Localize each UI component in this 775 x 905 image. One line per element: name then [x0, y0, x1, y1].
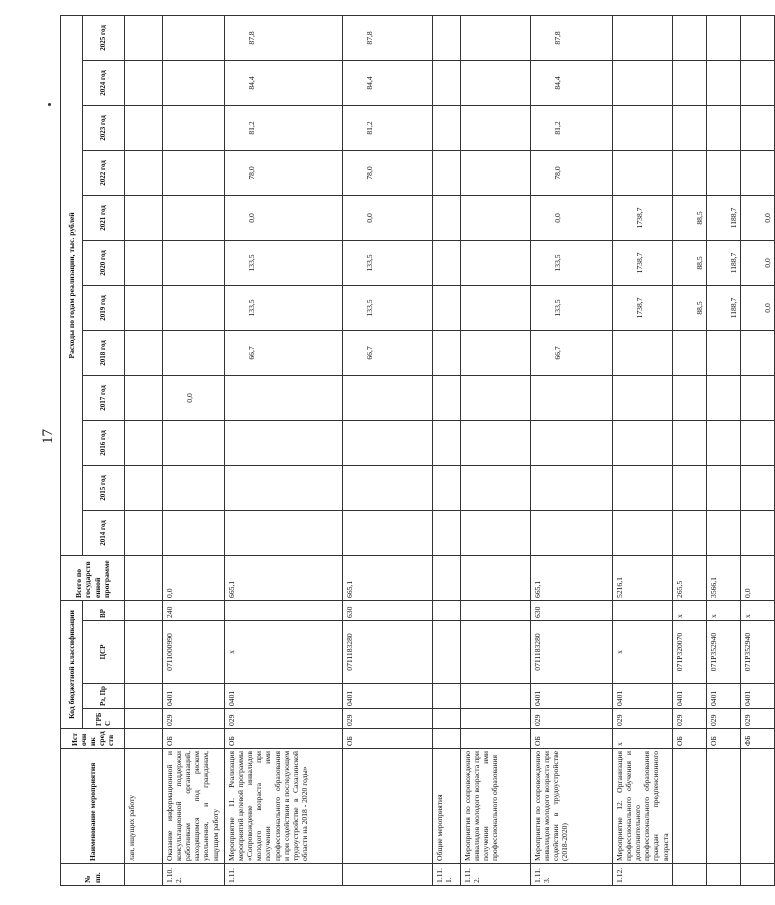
cell-year	[433, 105, 461, 150]
col-vr-header: ВР	[83, 600, 125, 620]
year-header: 2016 год	[83, 420, 125, 465]
cell-total: 0,0	[163, 555, 225, 600]
cell-year: 78,0	[343, 150, 433, 195]
cell-year	[706, 60, 740, 105]
cell-year	[343, 510, 433, 555]
cell-year: 0,0	[740, 195, 774, 240]
year-header: 2021 год	[83, 195, 125, 240]
cell-year	[740, 375, 774, 420]
cell-year	[706, 420, 740, 465]
cell-vr	[461, 600, 531, 620]
expenses-table	[60, 15, 775, 886]
cell-grbs	[433, 709, 461, 729]
cell-year	[125, 195, 163, 240]
cell-year	[461, 105, 531, 150]
year-header: 2020 год	[83, 240, 125, 285]
cell-grbs	[125, 709, 163, 729]
cell-year	[125, 150, 163, 195]
cell-year	[433, 465, 461, 510]
cell-year	[461, 195, 531, 240]
cell-year	[740, 15, 774, 60]
cell-name	[706, 749, 740, 864]
cell-year: 1188,7	[706, 195, 740, 240]
cell-rzpr: 0401	[706, 684, 740, 709]
cell-year	[433, 15, 461, 60]
table-row	[740, 15, 774, 885]
cell-num: 1.11.2.	[461, 864, 531, 886]
cell-year: 1188,7	[706, 240, 740, 285]
cell-name: Мероприятие 11. Реализация мероприятий целевой программы «Сопровождение инвалидов молодого возраста при получении ими профессионального образования и при содействии в последующем трудоустройстве в Сахалинской области на 2018 - 2020 годы»	[225, 749, 343, 864]
cell-num: 1.11.3.	[531, 864, 613, 886]
cell-name	[740, 749, 774, 864]
cell-year	[343, 465, 433, 510]
cell-src: ОБ	[706, 729, 740, 749]
cell-year: 84,4	[225, 60, 343, 105]
cell-grbs: 029	[672, 709, 706, 729]
cell-year	[433, 510, 461, 555]
cell-year	[613, 330, 673, 375]
cell-year	[706, 375, 740, 420]
cell-year	[163, 510, 225, 555]
cell-year: 66,7	[343, 330, 433, 375]
cell-year	[613, 510, 673, 555]
cell-year	[343, 375, 433, 420]
cell-year	[672, 510, 706, 555]
cell-total	[433, 555, 461, 600]
col-name-header: Наименование мероприятия	[61, 749, 125, 864]
cell-year	[433, 375, 461, 420]
cell-year	[433, 240, 461, 285]
cell-year	[672, 375, 706, 420]
cell-year	[125, 330, 163, 375]
cell-year: 1738,7	[613, 195, 673, 240]
cell-year	[461, 285, 531, 330]
cell-num	[343, 864, 433, 886]
cell-csr: х	[613, 621, 673, 684]
cell-name	[672, 749, 706, 864]
table-row	[461, 15, 531, 885]
cell-num	[125, 864, 163, 886]
col-source-header: Источник средств	[61, 729, 125, 749]
cell-name: Мероприятия по сопровождению инвалидов молодого возраста при содействии в трудоустройстве (2018-2020)	[531, 749, 613, 864]
cell-year	[531, 375, 613, 420]
cell-year: 66,7	[225, 330, 343, 375]
year-header: 2015 год	[83, 465, 125, 510]
table-row	[531, 15, 613, 885]
cell-csr: 071Р320070	[672, 621, 706, 684]
cell-year	[672, 330, 706, 375]
cell-year	[461, 60, 531, 105]
cell-year	[706, 465, 740, 510]
cell-year: 0,0	[163, 375, 225, 420]
cell-num: 1.11.	[225, 864, 343, 886]
cell-year	[461, 510, 531, 555]
cell-year	[461, 240, 531, 285]
cell-year	[125, 420, 163, 465]
cell-rzpr: 0401	[531, 684, 613, 709]
col-total-header: Всего по государственной программе	[61, 555, 125, 600]
cell-year	[531, 420, 613, 465]
cell-csr	[433, 621, 461, 684]
cell-year	[613, 420, 673, 465]
cell-year	[740, 465, 774, 510]
cell-vr: х	[740, 600, 774, 620]
cell-year	[531, 465, 613, 510]
cell-year	[672, 60, 706, 105]
cell-num	[706, 864, 740, 886]
cell-grbs: 029	[343, 709, 433, 729]
rotated-table-wrapper	[60, 16, 772, 886]
cell-grbs: 029	[706, 709, 740, 729]
cell-total: 3566,1	[706, 555, 740, 600]
cell-year: 88,5	[672, 285, 706, 330]
cell-year	[225, 375, 343, 420]
cell-year	[433, 420, 461, 465]
year-header: 2024 год	[83, 60, 125, 105]
cell-year: 78,0	[225, 150, 343, 195]
cell-year: 133,5	[225, 285, 343, 330]
cell-csr: 0711183280	[343, 621, 433, 684]
cell-num: 1.10.2.	[163, 864, 225, 886]
cell-year	[163, 330, 225, 375]
cell-total: 5216,1	[613, 555, 673, 600]
cell-year: 0,0	[343, 195, 433, 240]
cell-year: 0,0	[531, 195, 613, 240]
cell-year: 133,5	[343, 240, 433, 285]
cell-num: 1.11.1.	[433, 864, 461, 886]
year-header: 2017 год	[83, 375, 125, 420]
cell-total: 0,0	[740, 555, 774, 600]
cell-year	[706, 105, 740, 150]
cell-year: 1188,7	[706, 285, 740, 330]
cell-name: Мероприятие 12. Организация профессионального обучения и дополнительного профессионального образования граждан предпенсионного возраста	[613, 749, 673, 864]
cell-year	[706, 330, 740, 375]
cell-src: ФБ	[740, 729, 774, 749]
cell-year: 81,2	[531, 105, 613, 150]
cell-total: 265,5	[672, 555, 706, 600]
cell-year: 1738,7	[613, 240, 673, 285]
cell-vr: 630	[343, 600, 433, 620]
cell-year	[433, 285, 461, 330]
cell-year: 133,5	[225, 240, 343, 285]
cell-src	[125, 729, 163, 749]
cell-year	[706, 150, 740, 195]
cell-total: 665,1	[343, 555, 433, 600]
cell-year	[613, 60, 673, 105]
cell-grbs: 029	[225, 709, 343, 729]
cell-year: 66,7	[531, 330, 613, 375]
cell-year	[740, 150, 774, 195]
cell-csr: 0711000990	[163, 621, 225, 684]
cell-year: 1738,7	[613, 285, 673, 330]
cell-vr	[225, 600, 343, 620]
cell-year	[613, 465, 673, 510]
cell-src: х	[613, 729, 673, 749]
cell-num: 1.12.	[613, 864, 673, 886]
cell-vr: х	[706, 600, 740, 620]
scan-speck	[48, 103, 51, 106]
cell-name: Мероприятия по сопровождению инвалидов молодого возраста при получении ими профессионального образования	[461, 749, 531, 864]
cell-year	[225, 465, 343, 510]
cell-year	[163, 105, 225, 150]
table-row	[706, 15, 740, 885]
cell-year	[461, 15, 531, 60]
cell-year	[125, 465, 163, 510]
cell-year	[433, 330, 461, 375]
year-header: 2025 год	[83, 15, 125, 60]
cell-src	[433, 729, 461, 749]
cell-year	[163, 465, 225, 510]
cell-year: 133,5	[531, 240, 613, 285]
cell-year	[672, 465, 706, 510]
cell-total	[125, 555, 163, 600]
cell-year	[125, 510, 163, 555]
cell-year	[343, 420, 433, 465]
cell-year: 84,4	[343, 60, 433, 105]
cell-year	[706, 510, 740, 555]
cell-vr: 240	[163, 600, 225, 620]
cell-year	[163, 15, 225, 60]
cell-rzpr	[125, 684, 163, 709]
cell-year: 87,8	[225, 15, 343, 60]
col-csr-header: ЦСР	[83, 621, 125, 684]
cell-year: 84,4	[531, 60, 613, 105]
cell-year: 87,8	[343, 15, 433, 60]
cell-name: Оказание информационной и консультационной поддержки работникам организаций, находящимся под риском увольнения, и гражданам, ищущим работу	[163, 749, 225, 864]
cell-year	[163, 420, 225, 465]
year-header: 2018 год	[83, 330, 125, 375]
col-rzpr-header: Рз, Пр	[83, 684, 125, 709]
cell-src: ОБ	[225, 729, 343, 749]
cell-rzpr: 0401	[163, 684, 225, 709]
table-row	[613, 15, 673, 885]
cell-year: 87,8	[531, 15, 613, 60]
cell-rzpr	[461, 684, 531, 709]
table-row	[672, 15, 706, 885]
cell-year	[613, 150, 673, 195]
cell-year	[225, 510, 343, 555]
cell-csr: 071Р352940	[706, 621, 740, 684]
cell-year: 0,0	[740, 285, 774, 330]
cell-csr	[125, 621, 163, 684]
cell-year	[125, 105, 163, 150]
cell-vr: х	[672, 600, 706, 620]
cell-year	[672, 15, 706, 60]
cell-src: ОБ	[672, 729, 706, 749]
cell-rzpr	[433, 684, 461, 709]
year-header: 2019 год	[83, 285, 125, 330]
year-header: 2022 год	[83, 150, 125, 195]
cell-year	[613, 15, 673, 60]
cell-year	[433, 195, 461, 240]
cell-rzpr: 0401	[672, 684, 706, 709]
year-header: 2014 год	[83, 510, 125, 555]
cell-rzpr: 0401	[343, 684, 433, 709]
cell-total: 665,1	[531, 555, 613, 600]
table-row	[225, 15, 343, 885]
cell-total: 665,1	[225, 555, 343, 600]
cell-year	[125, 375, 163, 420]
cell-year	[433, 60, 461, 105]
table-row	[125, 15, 163, 885]
cell-year	[461, 375, 531, 420]
cell-year	[163, 285, 225, 330]
cell-year	[163, 150, 225, 195]
cell-vr	[433, 600, 461, 620]
cell-year	[433, 150, 461, 195]
col-expenses-header: Расходы по годам реализации, тыс. рублей	[61, 15, 83, 555]
cell-rzpr: 0401	[225, 684, 343, 709]
cell-csr: х	[225, 621, 343, 684]
cell-csr: 071Р352940	[740, 621, 774, 684]
col-num-header: № пп.	[61, 864, 125, 886]
cell-rzpr: 0401	[613, 684, 673, 709]
cell-year	[125, 60, 163, 105]
cell-year	[672, 420, 706, 465]
cell-year: 88,5	[672, 240, 706, 285]
cell-src	[461, 729, 531, 749]
cell-vr: 630	[531, 600, 613, 620]
cell-year: 88,5	[672, 195, 706, 240]
cell-csr: 0711183280	[531, 621, 613, 684]
cell-total	[461, 555, 531, 600]
cell-year	[740, 330, 774, 375]
cell-year	[740, 105, 774, 150]
col-grbs-header: ГРБС	[83, 709, 125, 729]
cell-grbs: 029	[163, 709, 225, 729]
cell-grbs: 029	[740, 709, 774, 729]
cell-year: 133,5	[531, 285, 613, 330]
cell-year	[125, 240, 163, 285]
cell-name: Общие мероприятия	[433, 749, 461, 864]
cell-grbs: 029	[531, 709, 613, 729]
cell-year	[740, 510, 774, 555]
table-row	[163, 15, 225, 885]
cell-year: 81,2	[225, 105, 343, 150]
cell-year	[672, 105, 706, 150]
cell-year: 0,0	[740, 240, 774, 285]
cell-src: ОБ	[343, 729, 433, 749]
cell-year	[461, 465, 531, 510]
col-budget-code-header: Код бюджетной классификации	[61, 600, 83, 728]
cell-year	[613, 105, 673, 150]
cell-year	[163, 60, 225, 105]
cell-csr	[461, 621, 531, 684]
cell-year	[461, 330, 531, 375]
cell-year	[461, 420, 531, 465]
cell-year	[163, 240, 225, 285]
cell-vr	[125, 600, 163, 620]
cell-src: ОБ	[163, 729, 225, 749]
cell-year	[672, 150, 706, 195]
cell-year	[740, 420, 774, 465]
page-number: 17	[40, 429, 56, 444]
cell-year	[225, 420, 343, 465]
cell-vr	[613, 600, 673, 620]
cell-grbs: 029	[613, 709, 673, 729]
cell-src: ОБ	[531, 729, 613, 749]
cell-year: 133,5	[343, 285, 433, 330]
cell-name: лаи, ищущих работу	[125, 749, 163, 864]
cell-year: 78,0	[531, 150, 613, 195]
year-header: 2023 год	[83, 105, 125, 150]
cell-year	[706, 15, 740, 60]
cell-name	[343, 749, 433, 864]
cell-year	[125, 15, 163, 60]
cell-rzpr: 0401	[740, 684, 774, 709]
table-row	[433, 15, 461, 885]
cell-year	[163, 195, 225, 240]
cell-year	[613, 375, 673, 420]
cell-year: 81,2	[343, 105, 433, 150]
cell-num	[672, 864, 706, 886]
cell-year	[125, 285, 163, 330]
cell-year	[461, 150, 531, 195]
cell-year	[740, 60, 774, 105]
cell-grbs	[461, 709, 531, 729]
cell-year	[531, 510, 613, 555]
cell-num	[740, 864, 774, 886]
cell-year: 0,0	[225, 195, 343, 240]
table-row	[343, 15, 433, 885]
